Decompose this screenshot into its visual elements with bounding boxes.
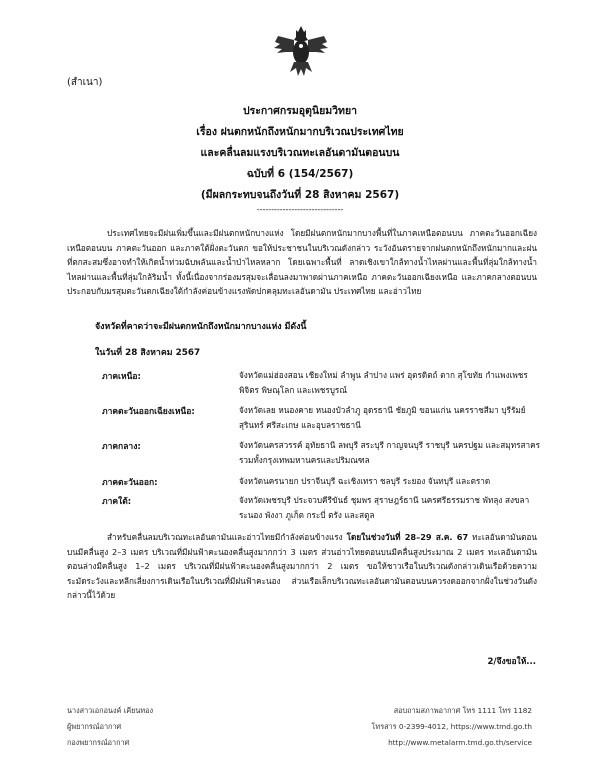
footer-contact-phone: สอบถามสภาพอากาศ โทร 1111 โทร 1182 [393,706,532,715]
divider: ------------------------------ [256,205,344,214]
region-label-east: ภาคตะวันออก: [102,478,158,488]
announcement-subject-2: และคลื่นลมแรงบริเวณทะเลอันดามันตอนบน [200,147,400,159]
region-provinces-northeast: จังหวัดเลย หนองคาย หนองบัวลำภู อุดรธานี ชัยภูมิ ขอนแก่น นครราชสีมา บุรีรัมย์ สุรินทร์ ศรีสะเกษ และอุบลราชธานี [239,405,526,430]
region-provinces-south: จังหวัดเพชรบุรี ประจวบคีรีขันธ์ ชุมพร สุราษฎร์ธานี นครศรีธรรมราช พัทลุง สงขลา ระนอง พังงา ภูเก็ต กระบี่ ตรัง และสตูล [239,495,530,520]
region-label-central: ภาคกลาง: [102,442,141,452]
footer-forecaster-name: นางสาวเอกอนงค์ เคียนทอง [67,706,154,715]
region-label-northeast: ภาคตะวันออกเฉียงเหนือ: [102,407,195,417]
forecast-heading: จังหวัดที่คาดว่าจะมีฝนตกหนักถึงหนักมากบางแห่ง มีดังนี้ [95,322,307,332]
next-page-marker: 2/จึงขอให้... [487,657,536,667]
footer-forecaster-title: ผู้พยากรณ์อากาศ [67,722,122,731]
region-label-south: ภาคใต้: [102,497,132,507]
date-heading: ในวันที่ 28 สิงหาคม 2567 [95,348,201,358]
footer-service-link[interactable]: http://www.metalarm.tmd.go.th/service [388,738,532,747]
region-provinces-east: จังหวัดนครนายก ปราจีนบุรี ฉะเชิงเทรา ชลบุรี ระยอง จันทบุรี และตราด [239,476,491,486]
announcement-title: ประกาศกรมอุตุนิยมวิทยา [242,105,358,117]
garuda-emblem-icon [272,22,330,80]
region-label-north: ภาคเหนือ: [102,372,141,382]
footer-fax-website: โทรสาร 0-2399-4012, https://www.tmd.go.th [371,722,532,731]
marine-text-1: สำหรับคลื่นลมบริเวณทะเลอันดามันและอ่าวไทยมีกำลังค่อนข้างแรง [107,532,347,542]
announcement-subject: เรื่อง ฝนตกหนักถึงหนักมากบริเวณประเทศไทย [196,126,404,138]
announcement-issue: ฉบับที่ 6 (154/2567) [246,168,354,180]
intro-paragraph: ประเทศไทยจะมีฝนเพิ่มขึ้นและมีฝนตกหนักบางแห่ง โดยมีฝนตกหนักมากบางพื้นที่ในภาคเหนือตอนบน ภาคตะวันออกเฉียงเหนือตอนบน ภาคตะวันออก และภาคใต้ฝั่งตะวันตก ขอให้ประชาชนในบริเวณดังกล่าว ระวังอันตรายจากฝนตกหนักถึงหนักมากและฝนที่ตกสะสมซึ่งอาจทำให้เกิดน้ำท่วมฉับพลันและน้ำป่าไหลหลาก โดยเฉพาะพื้นที่ ลาดเชิงเขาใกล้ทางน้ำไหลผ่านและพื้นที่ลุ่มใกล้ทางน้ำไหลผ่านและพื้นที่ลุ่มใกล้ริมน้ำ ทั้งนี้เนื่องจากร่องมรสุมจะเลื่อนลงมาพาดผ่านภาคเหนือ ภาคตะวันออกเฉียงเหนือ และภาคกลางตอนบน ประกอบกับมรสุมตะวันตกเฉียงใต้กำลังค่อนข้างแรงพัดปกคลุมทะเลอันดามัน ประเทศไทย และอ่าวไทย [67,228,537,296]
announcement-effective-date: (มีผลกระทบจนถึงวันที่ 28 สิงหาคม 2567) [200,189,400,201]
marine-text-2: ทะเลอันดามันตอนบนมีคลื่นสูง 2–3 เมตร บริเวณที่มีฝนฟ้าคะนองคลื่นสูงมากกว่า 3 เมตร ส่วนอ่าวไทยตอนบนมีคลื่นสูงประมาณ 2 เมตร ทะเลอันดามันตอนล่างมีคลื่นสูง 1–2 เมตร บริเวณที่มีฝนฟ้าคะนองคลื่นสูงมากกว่า 2 เมตร ขอให้ชาวเรือในบริเวณดังกล่าวเดินเรือด้วยความระมัดระวังและหลีกเลี่ยงการเดินเรือในบริเวณที่มีฝนฟ้าคะนอง ส่วนเรือเล็กบริเวณทะเลอันดามันตอนบนควรงดออกจากฝั่งในช่วงวันดังกล่าวนี้ไว้ด้วย [67,532,538,600]
marine-date-range: โดยในช่วงวันที่ 28–29 ส.ค. 67 [346,532,469,542]
footer-division: กองพยากรณ์อากาศ [67,738,130,747]
region-provinces-central: จังหวัดนครสวรรค์ อุทัยธานี ลพบุรี สระบุรี กาญจนบุรี ราชบุรี นครปฐม และสมุทรสาคร รวมทั้งกรุงเทพมหานครและปริมณฑล [239,440,540,465]
copy-label: (สำเนา) [67,77,103,88]
region-provinces-north: จังหวัดแม่ฮ่องสอน เชียงใหม่ ลำพูน ลำปาง แพร่ อุตรดิตถ์ ตาก สุโขทัย กำแพงเพชร พิจิตร พิษณุโลก และเพชรบูรณ์ [239,370,528,395]
marine-paragraph [67,530,537,603]
